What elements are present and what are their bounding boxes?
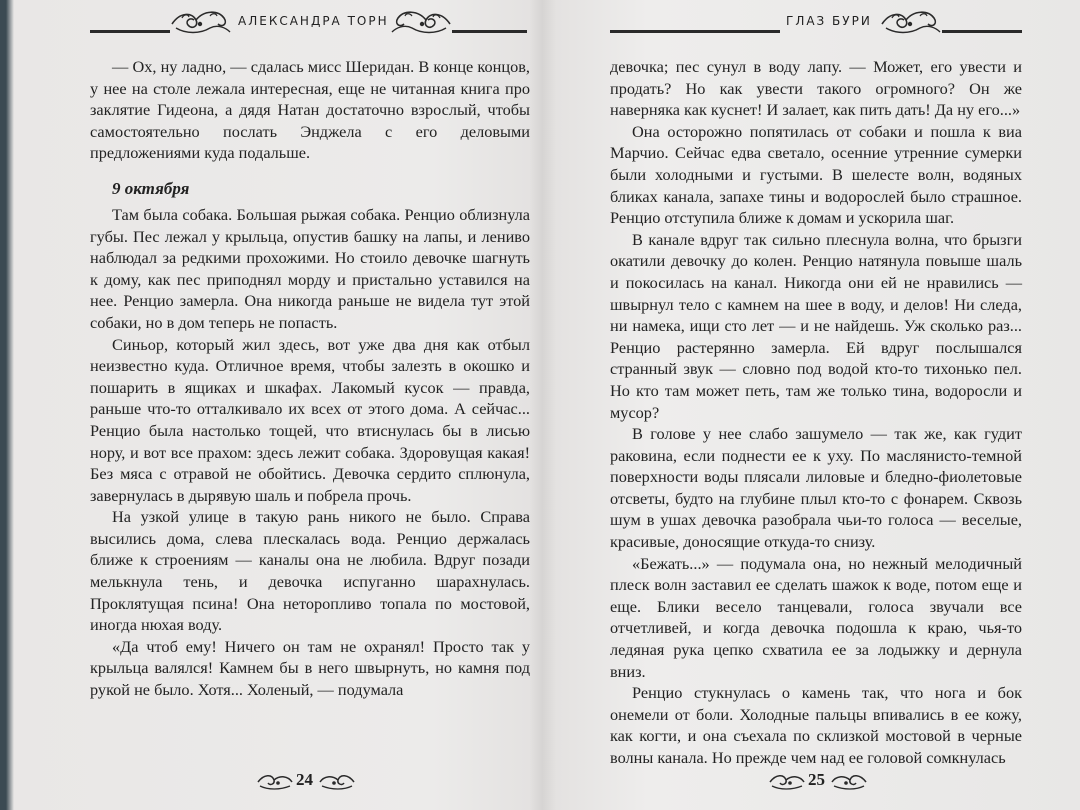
- right-page: [560, 0, 1030, 810]
- date-heading: 9 октября: [112, 178, 190, 198]
- paragraph: — Ох, ну ладно, — сдалась мисс Шеридан. В конце концов, у нее на столе лежала интересная, еще не читанная книга про заклятие Гидеона, а дядя Натан достаточно взрослый, чтобы самостоятельно послать Энджела с его деловыми предложениями куда подальше.: [90, 57, 530, 163]
- footer-ornament-icon: [768, 772, 806, 792]
- header-ornament-icon: [170, 8, 232, 38]
- header-rule: [610, 30, 780, 33]
- running-header-left: [60, 6, 530, 40]
- footer-ornament-icon: [830, 772, 868, 792]
- left-page: [60, 0, 530, 810]
- header-ornament-icon: [390, 8, 452, 38]
- page-text-right: [610, 56, 1022, 769]
- book-title: ГЛАЗ БУРИ: [786, 14, 872, 28]
- paragraph: Она осторожно попятилась от собаки и пошла к виа Марчио. Сейчас едва светало, осенние утренние сумерки были холодными и густыми. В шелесте волн, водяных бликах канала, запахе тины и водорослей было страшное. Ренцио отступила ближе к домам и ускорила шаг.: [610, 121, 1022, 228]
- paragraph: «Бежать...» — подумала она, но нежный мелодичный плеск волн заставил ее сделать шажок к воде, потом еще и еще. Блики весело танцевали, голоса звучали все отчетливей, и когда девочка подошла к краю, чья-то ледяная рука цепко схватила ее за лодыжку и дернула вниз.: [610, 553, 1022, 681]
- paragraph: На узкой улице в такую рань никого не было. Справа высились дома, слева плескалась вода. Ренцио держалась ближе к строениям — каналы она не любила. Вдруг позади мелькнула тень, и девочка испуганно шарахнулась. Проклятущая псина! Она неторопливо топала по мостовой, иногда нюхая воду.: [90, 507, 530, 635]
- page-footer-right: [560, 766, 1030, 796]
- paragraph: Синьор, который жил здесь, вот уже два дня как отбыл неизвестно куда. Отличное время, чтобы залезть в окошко и пошарить в ящиках и шкафах. Лакомый кусок — правда, раньше что-то отталкивало их всех от этого дома. А сейчас... Ренцио была настолько тощей, что втиснулась бы в лисью нору, и вот все прахом: здесь лежит собака. Здоровущая какая! Без мяса с отравой не обойтись. Девочка сердито сплюнула, завернулась в дырявую шаль и побрела прочь.: [90, 334, 530, 505]
- footer-ornament-icon: [256, 772, 294, 792]
- page-footer-left: [60, 766, 530, 796]
- paragraph: Там была собака. Большая рыжая собака. Ренцио облизнула губы. Пес лежал у крыльца, опустив башку на лапы, и лениво наблюдал за редкими прохожими. Но стоило девочке шагнуть к дому, как пес приподнял морду и пристально уставился на нее. Ренцио замерла. Она никогда раньше не видела тут этой собаки, но в дом теперь не попасть.: [90, 204, 530, 332]
- header-rule: [942, 30, 1022, 33]
- paragraph: В канале вдруг так сильно плеснула волна, что брызги окатили девочку до колен. Ренцио натянула повыше шаль и покосилась на канал. Никогда они ей не нравились — швырнул тело с камнем на шее в воду, и делов! Ни следа, ни намека, ищи сто лет — и не найдешь. Уж сколько раз... Ренцио растерянно замерла. Ей вдруг послышался странный звук — словно под водой кто-то тихонько пел. Но кто там может петь, там же только тина, водоросли и мусор?: [610, 229, 1022, 422]
- page-text-left: [90, 56, 530, 701]
- author-name: АЛЕКСАНДРА ТОРН: [238, 14, 389, 28]
- page-number: 25: [808, 770, 825, 789]
- paragraph: девочка; пес сунул в воду лапу. — Может, его увести и продать? Но как увести такого огромного? Он же наверняка как куснет! И залает, как пить дать! Да ну его...»: [610, 57, 1022, 120]
- header-ornament-icon: [880, 8, 942, 38]
- running-header-right: [560, 6, 1030, 40]
- page-number: 24: [296, 770, 313, 789]
- header-rule: [452, 30, 527, 33]
- paragraph: В голове у нее слабо зашумело — так же, как гудит раковина, если поднести ее к уху. По маслянисто-темной поверхности воды плясали лиловые и бледно-фиолетовые отсветы, будто на глубине плыл кто-то с фонарем. Сквозь шум в ушах девочка разобрала чьи-то голоса — веселые, красивые, доносящие откуда-то снизу.: [610, 424, 1022, 552]
- paragraph: Ренцио стукнулась о камень так, что нога и бок онемели от боли. Холодные пальцы впивались в ее кожу, как когти, и она съехала по склизкой мостовой в черные волны канала. Но прежде чем над ее головой сомкнулась: [610, 683, 1022, 767]
- paragraph: «Да чтоб ему! Ничего он там не охранял! Просто так у крыльца валялся! Камнем бы в него швырнуть, но камня под рукой не было. Хотя... Холеный, — подумала: [90, 636, 530, 700]
- footer-ornament-icon: [318, 772, 356, 792]
- header-rule: [90, 30, 170, 33]
